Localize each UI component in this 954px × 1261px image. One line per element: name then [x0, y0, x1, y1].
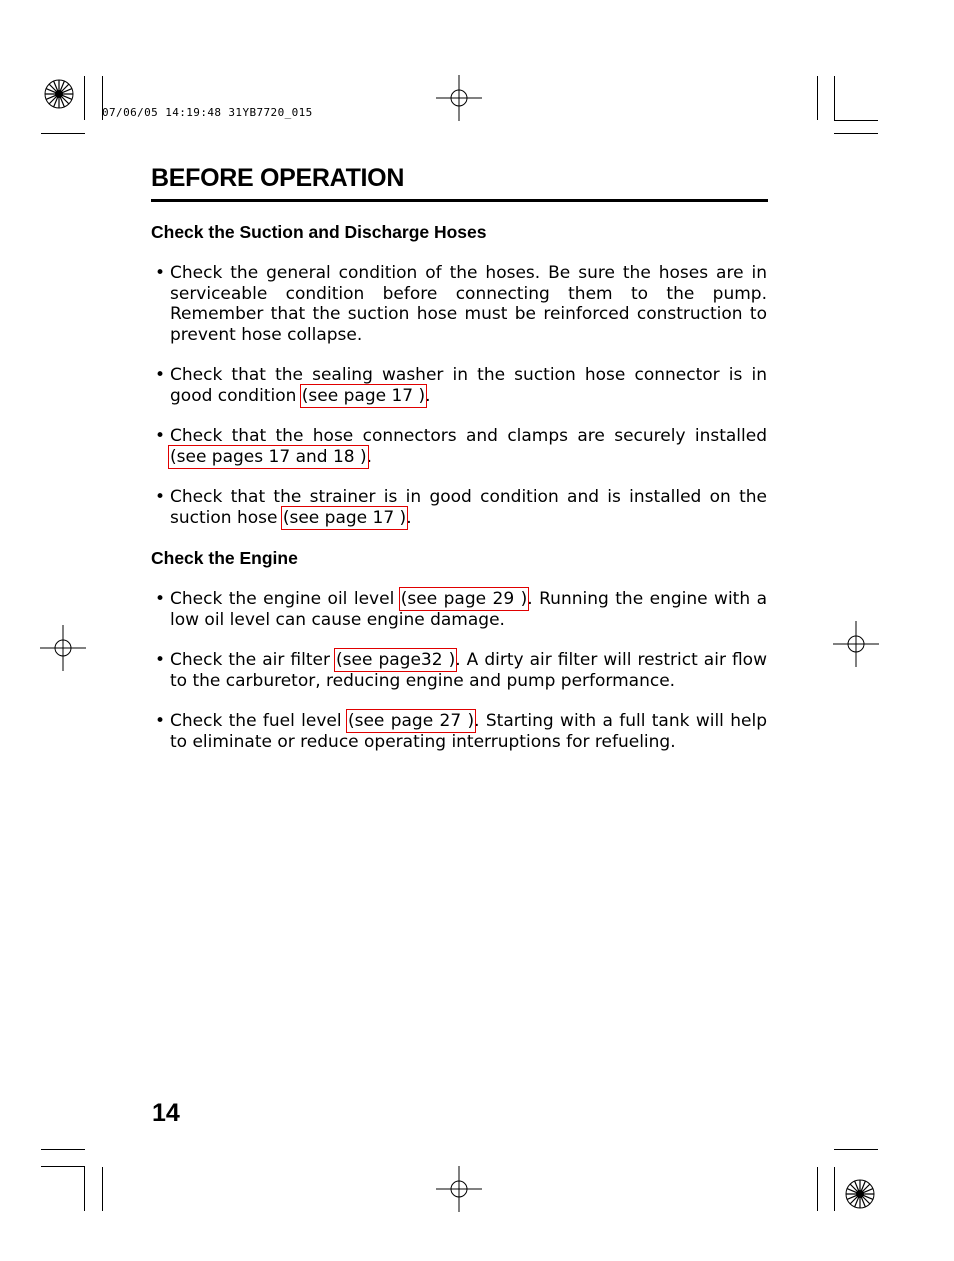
list-item [155, 711, 767, 752]
list-item-text: Check the general condition of the hoses. Be sure the hoses are in serviceable condition before connecting them to the pump. Remember that the suction hose must be reinforced construction to prevent hose collapse. [170, 263, 767, 345]
list-item [155, 487, 767, 528]
crop-mark [817, 1167, 818, 1211]
print-timestamp: 07/06/05 14:19:48 31YB7720_015 [102, 106, 313, 119]
bullet-icon: • [155, 365, 166, 385]
crop-mark [84, 1167, 85, 1211]
crop-mark [102, 1167, 103, 1211]
bullet-icon: • [155, 650, 166, 670]
registration-crosshair-icon [436, 1166, 482, 1212]
registration-crosshair-icon [436, 75, 482, 121]
bullet-icon: • [155, 711, 166, 731]
section-heading: Check the Engine [151, 548, 298, 568]
list-item-text: Check that the sealing washer in the suction hose connector is in good condition (see page 17 ). [170, 365, 767, 406]
crop-mark [41, 1166, 85, 1167]
crop-mark [834, 76, 835, 120]
page-reference-link[interactable]: (see page 29 ) [400, 589, 528, 609]
page-title: BEFORE OPERATION [151, 164, 405, 192]
registration-crosshair-icon [833, 621, 879, 667]
bullet-icon: • [155, 487, 166, 507]
registration-crosshair-icon [40, 625, 86, 671]
list-item [155, 263, 767, 345]
crop-mark [834, 133, 878, 134]
list-item [155, 650, 767, 691]
crop-mark [41, 1149, 85, 1150]
list-item [155, 589, 767, 630]
page-reference-link[interactable]: (see page 27 ) [347, 711, 475, 731]
crop-mark [84, 76, 85, 120]
registration-starburst-icon [845, 1179, 875, 1209]
bullet-icon: • [155, 263, 166, 283]
crop-mark [834, 1149, 878, 1150]
bullet-icon: • [155, 589, 166, 609]
list-item-text: Check that the strainer is in good condition and is installed on the suction hose (see page 17 ). [170, 487, 767, 528]
page-reference-link[interactable]: (see pages 17 and 18 ) [170, 446, 367, 467]
crop-mark [41, 133, 85, 134]
list-item [155, 426, 767, 467]
registration-starburst-icon [44, 79, 74, 109]
list-item-text: Check the engine oil level (see page 29 ). Running the engine with a low oil level can cause engine damage. [170, 589, 767, 630]
section-heading: Check the Suction and Discharge Hoses [151, 222, 487, 242]
page-reference-link[interactable]: (see page 17 ) [301, 385, 426, 406]
page-reference-link[interactable]: (see page32 ) [336, 650, 456, 670]
bullet-icon: • [155, 426, 166, 446]
crop-mark [834, 1167, 835, 1211]
crop-mark [834, 120, 878, 121]
list-item [155, 365, 767, 406]
title-rule [151, 199, 768, 202]
page-number: 14 [152, 1099, 180, 1127]
crop-mark [817, 76, 818, 120]
list-item-text: Check the fuel level (see page 27 ). Starting with a full tank will help to eliminate or reduce operating interruptions for refueling. [170, 711, 767, 752]
page-reference-link[interactable]: (see page 17 ) [282, 507, 407, 528]
list-item-text: Check that the hose connectors and clamps are securely installed (see pages 17 and 18 ). [170, 426, 767, 467]
list-item-text: Check the air filter (see page32 ). A dirty air filter will restrict air flow to the carburetor, reducing engine and pump performance. [170, 650, 767, 691]
